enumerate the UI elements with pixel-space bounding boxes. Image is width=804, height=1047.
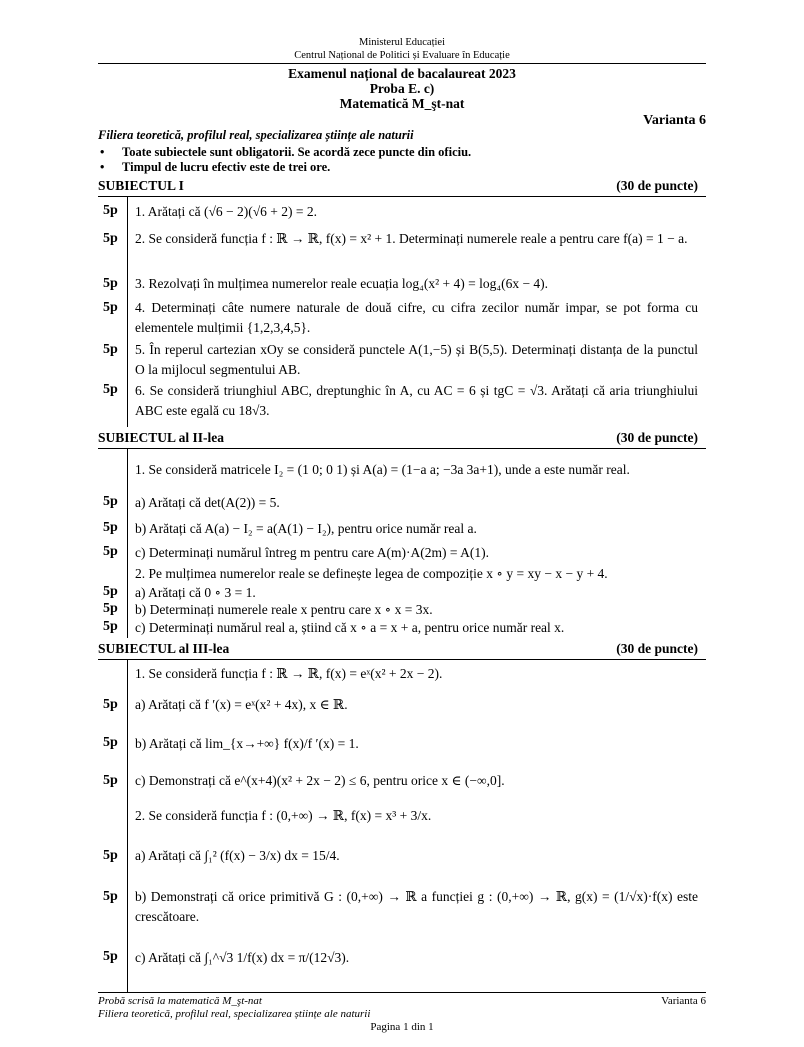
section-title: SUBIECTUL I — [98, 178, 184, 193]
item-points: 5p — [103, 544, 118, 559]
problem-item: 3. Rezolvați în mulțimea numerelor reale ecuația log₄(x² + 4) = log₄(6x − 4). — [135, 276, 549, 291]
problem-item: a) Arătați că det(A(2)) = 5. — [135, 495, 280, 510]
footer-variant: Varianta 6 — [661, 995, 706, 1007]
footer-filiera: Filiera teoretică, profilul real, specializarea științe ale naturii — [98, 1008, 371, 1020]
problem-item: b) Determinați numerele reale x pentru care x ∘ x = 3x. — [135, 602, 433, 617]
item-points: 5p — [103, 889, 118, 904]
item-points: 5p — [103, 848, 118, 863]
problem-item: 5. În reperul cartezian xOy se consideră punctele A(1,−5) și B(5,5). Determinați distanța de la punctul O la mijlocul segmentului AB. — [135, 342, 698, 377]
rule-item: • Timpul de lucru efectiv este de trei ore. — [100, 160, 331, 174]
section-title: SUBIECTUL al III-lea — [98, 641, 230, 656]
problem-item: c) Determinați numărul real a, știind că x ∘ a = x + a, pentru orice număr real x. — [135, 620, 565, 635]
item-points: 5p — [103, 494, 118, 509]
points-column-rule — [127, 448, 128, 638]
problem-item: a) Arătați că f ′(x) = eˣ(x² + 4x), x ∈ ℝ. — [135, 697, 348, 712]
problem-item: c) Arătați că ∫₁^√3 1/f(x) dx = π/(12√3). — [135, 950, 350, 965]
problem-item: a) Arătați că ∫₁² (f(x) − 3/x) dx = 15/4. — [135, 848, 340, 863]
bullet-icon: • — [100, 145, 105, 159]
section-divider — [98, 659, 706, 660]
item-points: 5p — [103, 382, 118, 397]
item-points: 5p — [103, 619, 118, 634]
item-points: 5p — [103, 342, 118, 357]
problem-item: a) Arătați că 0 ∘ 3 = 1. — [135, 585, 256, 600]
problem-item: 4. Determinați câte numere naturale de două cifre, cu cifra zecilor număr impar, se pot forma cu elementele mulțimii {1,2,3,4,5}. — [135, 300, 698, 335]
item-points: 5p — [103, 231, 118, 246]
problem-item: b) Arătați că lim_{x→+∞} f(x)/f ′(x) = 1. — [135, 736, 359, 751]
problem-item: 2. Se consideră funcția f : (0,+∞) → ℝ, f(x) = x³ + 3/x. — [135, 808, 432, 823]
problem-item: b) Arătați că A(a) − I₂ = a(A(1) − I₂), pentru orice număr real a. — [135, 521, 477, 536]
problem-item: 6. Se consideră triunghiul ABC, dreptunghic în A, cu AC = 6 și tgC = √3. Arătați că aria triunghiului ABC este egală cu 18√3. — [135, 383, 698, 418]
section-title: SUBIECTUL al II-lea — [98, 430, 225, 445]
ministry-name: Ministerul Educației — [358, 37, 446, 48]
item-points: 5p — [103, 735, 118, 750]
section-divider — [98, 196, 706, 197]
item-points: 5p — [103, 949, 118, 964]
problem-item: c) Determinați numărul întreg m pentru care A(m)·A(2m) = A(1). — [135, 545, 489, 560]
item-points: 5p — [103, 520, 118, 535]
section-points: (30 de puncte) — [616, 178, 698, 193]
points-column-rule — [127, 659, 128, 992]
exam-title: Examenul național de bacalaureat 2023 — [288, 66, 516, 81]
header-divider — [98, 63, 706, 64]
section-points: (30 de puncte) — [616, 430, 698, 445]
bullet-icon: • — [100, 160, 105, 174]
problem-item: 1. Se consideră matricele I₂ = (1 0; 0 1) și A(a) = (1−a a; −3a 3a+1), unde a este număr real. — [135, 462, 630, 477]
item-points: 5p — [103, 773, 118, 788]
problem-item: c) Demonstrați că e^(x+4)(x² + 2x − 2) ≤ 6, pentru orice x ∈ (−∞,0]. — [135, 773, 505, 788]
item-points: 5p — [103, 584, 118, 599]
problem-item: 2. Pe mulțimea numerelor reale se definește legea de compoziție x ∘ y = xy − x − y + 4. — [135, 566, 608, 581]
proba-label: Proba E. c) — [369, 81, 435, 96]
item-points: 5p — [103, 697, 118, 712]
problem-item: 1. Arătați că (√6 − 2)(√6 + 2) = 2. — [135, 204, 317, 219]
problem-item: 2. Se consideră funcția f : ℝ → ℝ, f(x) = x² + 1. Determinați numerele reale a pentru care f(a) = 1 − a. — [135, 231, 688, 246]
problem-item: b) Demonstrați că orice primitivă G : (0,+∞) → ℝ a funcției g : (0,+∞) → ℝ, g(x) = (1/√x)·f(x) este crescătoare. — [135, 889, 698, 924]
item-points: 5p — [103, 276, 118, 291]
points-column-rule — [127, 196, 128, 427]
filiera-label: Filiera teoretică, profilul real, specializarea științe ale naturii — [98, 128, 414, 142]
problem-item: 1. Se consideră funcția f : ℝ → ℝ, f(x) = eˣ(x² + 2x − 2). — [135, 666, 443, 681]
footer-exam-name: Probă scrisă la matematică M_şt-nat — [98, 995, 262, 1007]
section-points: (30 de puncte) — [616, 641, 698, 656]
item-points: 5p — [103, 203, 118, 218]
variant-label: Varianta 6 — [643, 113, 706, 128]
item-points: 5p — [103, 300, 118, 315]
subject-label: Matematică M_şt-nat — [339, 96, 465, 111]
page-number: Pagina 1 din 1 — [370, 1021, 434, 1033]
item-points: 5p — [103, 601, 118, 616]
section-divider — [98, 448, 706, 449]
rule-item: • Toate subiectele sunt obligatorii. Se acordă zece puncte din oficiu. — [100, 145, 472, 159]
footer-divider — [98, 992, 706, 993]
centre-name: Centrul Național de Politici și Evaluare în Educație — [294, 50, 510, 61]
